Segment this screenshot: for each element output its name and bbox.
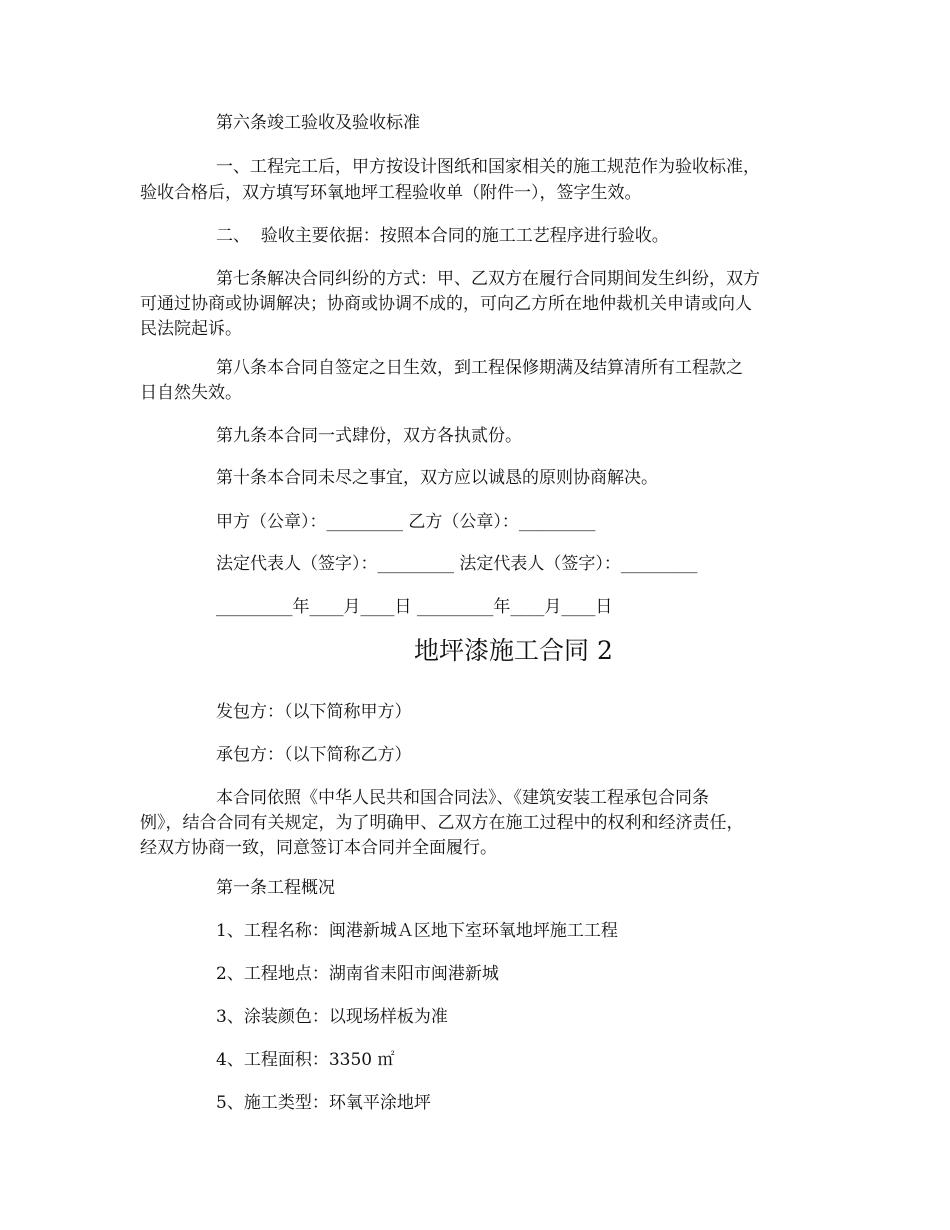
signature-dates: _________年____月____日 _________年____月____日 [216, 597, 613, 617]
article-6-heading: 第六条竣工验收及验收标准 [216, 113, 420, 133]
article-10: 第十条本合同未尽之事宜，双方应以诚恳的原则协商解决。 [216, 468, 658, 488]
contractor-party-a: 发包方：（以下简称甲方） [216, 702, 412, 722]
intro-line-3: 经双方协商一致，同意签订本合同并全面履行。 [140, 838, 497, 858]
list-item: 4、工程面积：3350 ㎡ [216, 1050, 395, 1070]
article-1-heading: 第一条工程概况 [216, 878, 335, 898]
list-item: 1、工程名称：闽港新城Ａ区地下室环氧地坪施工工程 [216, 921, 618, 941]
list-item: 3、涂装颜色：以现场样板为准 [216, 1007, 448, 1027]
article-6-paragraph-2: 二、 验收主要依据：按照本合同的施工工艺程序进行验收。 [216, 226, 669, 246]
article-6-paragraph-1-line-1: 一、工程完工后，甲方按设计图纸和国家相关的施工规范作为验收标准， [216, 157, 760, 177]
signature-party-seals: 甲方（公章）：_________ 乙方（公章）：_________ [216, 512, 596, 532]
article-6-paragraph-1-line-2: 验收合格后，双方填写环氧地坪工程验收单（附件一），签字生效。 [140, 183, 642, 203]
article-7-line-2: 可通过协商或协调解决；协商或协调不成的，可向乙方所在地仲裁机关申请或向人 [140, 294, 752, 314]
contract-title: 地坪漆施工合同 2 [414, 636, 613, 665]
article-8-line-2: 日自然失效。 [140, 383, 242, 403]
article-7-line-3: 民法院起诉。 [140, 319, 242, 339]
article-7-line-1: 第七条解决合同纠纷的方式：甲、乙双方在履行合同期间发生纠纷，双方 [216, 269, 760, 289]
article-9: 第九条本合同一式肆份，双方各执贰份。 [216, 426, 522, 446]
intro-line-1: 本合同依照《中华人民共和国合同法》、《建筑安装工程承包合同条 [216, 788, 709, 808]
article-8-line-1: 第八条本合同自签定之日生效，到工程保修期满及结算清所有工程款之 [216, 358, 743, 378]
list-item: 5、施工类型：环氧平涂地坪 [216, 1093, 431, 1113]
contractor-party-b: 承包方：（以下简称乙方） [216, 745, 412, 765]
intro-line-2: 例》，结合合同有关规定，为了明确甲、乙双方在施工过程中的权利和经济责任， [140, 813, 744, 833]
signature-legal-representatives: 法定代表人（签字）：_________ 法定代表人（签字）：_________ [216, 554, 698, 574]
list-item: 2、工程地点：湖南省耒阳市闽港新城 [216, 964, 499, 984]
